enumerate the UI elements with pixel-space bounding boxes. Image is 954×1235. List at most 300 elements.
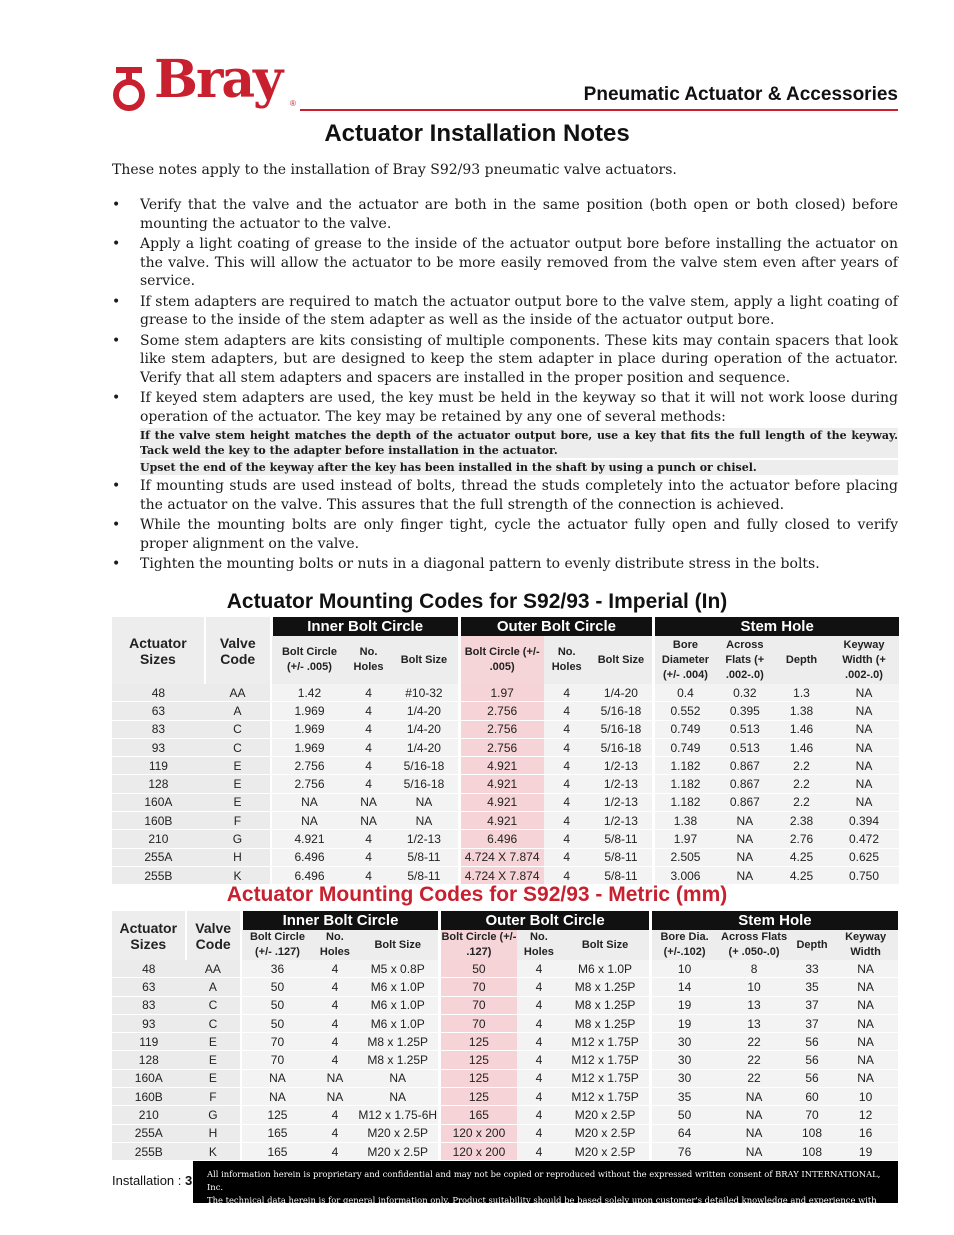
table-cell: 35 <box>650 1088 717 1106</box>
table-cell: 1.38 <box>774 702 829 720</box>
table-cell: H <box>186 1124 242 1142</box>
table-cell: 4 <box>517 1014 562 1032</box>
table-cell: 1.3 <box>774 684 829 702</box>
table-cell: 0.625 <box>829 848 899 866</box>
table-cell: 37 <box>791 996 833 1014</box>
table-cell: NA <box>716 866 774 884</box>
table-cell: 4 <box>544 702 590 720</box>
table-cell: NA <box>271 793 347 811</box>
table-cell: 5/8-11 <box>590 866 654 884</box>
table-cell: F <box>205 812 271 830</box>
table-cell: 4.724 X 7.874 <box>459 848 544 866</box>
table-cell: 0.4 <box>654 684 716 702</box>
table-cell: E <box>205 793 271 811</box>
table-cell: 1.42 <box>271 684 347 702</box>
footer-line-2: The technical data herein is for general information only. Product suitability should be based solely upon customer's detailed knowledge and experience with their application. <box>207 1195 877 1218</box>
table-cell: 4 <box>544 757 590 775</box>
table-cell: 4 <box>544 812 590 830</box>
table-row <box>112 720 899 738</box>
table-cell: 128 <box>112 1051 186 1069</box>
table-cell: 0.395 <box>716 702 774 720</box>
table-cell: 5/16-18 <box>590 720 654 738</box>
table-cell: 12 <box>833 1106 898 1124</box>
table-cell: NA <box>716 848 774 866</box>
group-header: Outer Bolt Circle <box>440 911 651 930</box>
table-cell: F <box>186 1088 242 1106</box>
table-row <box>112 830 899 848</box>
header-title: Pneumatic Actuator & Accessories <box>583 84 898 105</box>
table-cell: K <box>205 866 271 884</box>
table-cell: 0.750 <box>829 866 899 884</box>
group-header: Outer Bolt Circle <box>459 617 654 636</box>
bullet-icon: • <box>112 556 121 572</box>
table-cell: 50 <box>650 1106 717 1124</box>
sub-header: Depth <box>791 930 833 960</box>
table-cell: 4 <box>544 720 590 738</box>
table-cell: 1.182 <box>654 757 716 775</box>
group-header: Inner Bolt Circle <box>241 911 439 930</box>
table-cell: 255B <box>112 866 205 884</box>
bullet-icon: • <box>112 197 121 213</box>
table-cell: 0.867 <box>716 757 774 775</box>
table-cell: 1/2-13 <box>390 830 459 848</box>
table-cell: 165 <box>440 1106 517 1124</box>
table-cell: 6.496 <box>271 848 347 866</box>
table-cell: M12 x 1.75P <box>561 1069 650 1087</box>
table-cell: 125 <box>440 1088 517 1106</box>
table-cell: 1.46 <box>774 738 829 756</box>
note-subtext: Upset the end of the keyway after the key has been installed in the shaft by using a punch or chisel. <box>140 460 898 475</box>
table-cell: 70 <box>440 978 517 996</box>
note-item <box>112 389 898 475</box>
table-cell: 0.867 <box>716 793 774 811</box>
table-cell: AA <box>205 684 271 702</box>
table-cell: 4.921 <box>459 812 544 830</box>
table-row <box>112 738 899 756</box>
table-cell: 165 <box>241 1142 312 1160</box>
table-cell: 5/16-18 <box>590 738 654 756</box>
table-cell: NA <box>833 1014 898 1032</box>
table-cell: 210 <box>112 830 205 848</box>
table-cell: 255A <box>112 848 205 866</box>
table-cell: M6 x 1.0P <box>357 978 440 996</box>
table-cell: NA <box>357 1069 440 1087</box>
note-item <box>112 235 898 291</box>
table-cell: 0.749 <box>654 720 716 738</box>
table-cell: E <box>205 775 271 793</box>
table-cell: NA <box>829 720 899 738</box>
table-cell: 35 <box>791 978 833 996</box>
group-header: Stem Hole <box>654 617 899 636</box>
table-cell: 5/8-11 <box>590 830 654 848</box>
table-cell: 37 <box>791 1014 833 1032</box>
table-cell: 0.867 <box>716 775 774 793</box>
table-cell: 50 <box>241 978 312 996</box>
table-cell: 22 <box>717 1069 791 1087</box>
table-cell: 4 <box>517 978 562 996</box>
table-cell: NA <box>390 812 459 830</box>
table-cell: 4 <box>347 684 391 702</box>
table-cell: 4 <box>544 830 590 848</box>
sub-header: Keyway Width (+ .002-.0) <box>829 636 899 684</box>
sub-header: Bolt Size <box>561 930 650 960</box>
table-cell: E <box>186 1069 242 1087</box>
table-cell: 22 <box>717 1033 791 1051</box>
table-cell: 1.97 <box>459 684 544 702</box>
table-cell: M20 x 2.5P <box>357 1142 440 1160</box>
table-cell: 5/16-18 <box>590 702 654 720</box>
table-cell: 56 <box>791 1069 833 1087</box>
table-row <box>112 1033 898 1051</box>
table-cell: M20 x 2.5P <box>357 1124 440 1142</box>
table-cell: 255A <box>112 1124 186 1142</box>
table-cell: 4 <box>544 866 590 884</box>
table-cell: NA <box>717 1106 791 1124</box>
table-cell: 160A <box>112 793 205 811</box>
table-cell: 76 <box>650 1142 717 1160</box>
table-cell: 5/16-18 <box>390 775 459 793</box>
table-cell: 64 <box>650 1124 717 1142</box>
table-cell: 1.182 <box>654 793 716 811</box>
col-header-sizes: Actuator Sizes <box>112 617 205 684</box>
table-cell: NA <box>829 738 899 756</box>
table-cell: 4 <box>347 848 391 866</box>
table-cell: 4 <box>517 1142 562 1160</box>
table-cell: 4 <box>313 1106 358 1124</box>
table-cell: 6.496 <box>271 866 347 884</box>
table-cell: 125 <box>241 1106 312 1124</box>
table-cell: NA <box>833 1051 898 1069</box>
table-cell: 10 <box>650 960 717 978</box>
table-cell: NA <box>347 793 391 811</box>
table-row <box>112 1014 898 1032</box>
table-row <box>112 775 899 793</box>
table-cell: C <box>186 1014 242 1032</box>
table-row <box>112 960 898 978</box>
table-row <box>112 1106 898 1124</box>
table-cell: M8 x 1.25P <box>561 978 650 996</box>
table-cell: 4.921 <box>271 830 347 848</box>
table-cell: C <box>205 738 271 756</box>
note-item <box>112 555 898 574</box>
table-cell: E <box>205 757 271 775</box>
table-cell: 4 <box>347 830 391 848</box>
table-cell: 1/4-20 <box>390 738 459 756</box>
page-label: Installation : <box>112 1173 185 1188</box>
sub-header: Across Flats (+ .002-.0) <box>716 636 774 684</box>
table-cell: 1/4-20 <box>390 702 459 720</box>
table-cell: 1/2-13 <box>590 775 654 793</box>
table-cell: 14 <box>650 978 717 996</box>
table-cell: NA <box>313 1069 358 1087</box>
table-cell: 5/8-11 <box>390 848 459 866</box>
sub-header: Keyway Width <box>833 930 898 960</box>
table-cell: 1.969 <box>271 720 347 738</box>
table-cell: NA <box>716 812 774 830</box>
sub-header: Bolt Circle (+/- .005) <box>271 636 347 684</box>
table-row <box>112 978 898 996</box>
table-cell: 5/16-18 <box>390 757 459 775</box>
table-cell: 2.756 <box>459 702 544 720</box>
table-cell: M6 x 1.0P <box>561 960 650 978</box>
table-cell: NA <box>829 684 899 702</box>
table-row <box>112 996 898 1014</box>
table-cell: NA <box>271 812 347 830</box>
table-cell: 0.394 <box>829 812 899 830</box>
table-row <box>112 848 899 866</box>
table-cell: 0.513 <box>716 738 774 756</box>
header-rule <box>300 109 898 111</box>
table-cell: 10 <box>717 978 791 996</box>
table-cell: 19 <box>650 996 717 1014</box>
table-row <box>112 793 899 811</box>
sub-header: Across Flats (+ .050-.0) <box>717 930 791 960</box>
table-cell: E <box>186 1033 242 1051</box>
table-cell: 4 <box>544 684 590 702</box>
table-cell: 4 <box>313 1124 358 1142</box>
footer-line-1: All information herein is proprietary and confidential and may not be copied or reproduced without the expressed written consent of BRAY INTERNATIONAL, Inc. <box>207 1169 881 1192</box>
table-row <box>112 702 899 720</box>
table-cell: 160B <box>112 812 205 830</box>
imperial-table-title: Actuator Mounting Codes for S92/93 - Imperial (In) <box>226 590 728 613</box>
table-cell: 4 <box>313 960 358 978</box>
table-cell: 13 <box>717 1014 791 1032</box>
bullet-icon: • <box>112 517 121 533</box>
bullet-icon: • <box>112 478 121 494</box>
table-cell: 2.2 <box>774 775 829 793</box>
table-cell: 19 <box>833 1142 898 1160</box>
table-cell: A <box>205 702 271 720</box>
table-cell: 0.513 <box>716 720 774 738</box>
table-cell: 160B <box>112 1088 186 1106</box>
table-cell: 1.38 <box>654 812 716 830</box>
table-cell: 70 <box>440 1014 517 1032</box>
page-title: Actuator Installation Notes <box>324 120 630 147</box>
table-cell: 4.921 <box>459 757 544 775</box>
table-row <box>112 1124 898 1142</box>
table-cell: 4 <box>347 720 391 738</box>
table-row <box>112 757 899 775</box>
group-header-row <box>112 617 899 636</box>
table-cell: 4 <box>313 1014 358 1032</box>
table-cell: 1.182 <box>654 775 716 793</box>
table-cell: 4.724 X 7.874 <box>459 866 544 884</box>
metric-mounting-codes-table <box>112 911 898 1161</box>
note-item <box>112 196 898 233</box>
table-cell: M6 x 1.0P <box>357 1014 440 1032</box>
bullet-icon: • <box>112 293 121 310</box>
table-cell: NA <box>717 1142 791 1160</box>
table-cell: 125 <box>440 1051 517 1069</box>
table-cell: 108 <box>791 1142 833 1160</box>
table-cell: 2.2 <box>774 757 829 775</box>
table-row <box>112 1142 898 1160</box>
table-cell: 255B <box>112 1142 186 1160</box>
table-cell: 4 <box>313 996 358 1014</box>
table-cell: 4.921 <box>459 793 544 811</box>
table-cell: 48 <box>112 960 186 978</box>
table-cell: 6.496 <box>459 830 544 848</box>
table-cell: 2.756 <box>459 720 544 738</box>
table-cell: M8 x 1.25P <box>561 1014 650 1032</box>
note-item <box>112 293 898 330</box>
table-cell: M20 x 2.5P <box>561 1142 650 1160</box>
table-cell: 3.006 <box>654 866 716 884</box>
table-cell: 1.969 <box>271 702 347 720</box>
page-number: 3 <box>185 1173 193 1188</box>
table-cell: 4.25 <box>774 866 829 884</box>
sub-header: Bolt Size <box>390 636 459 684</box>
table-cell: 2.505 <box>654 848 716 866</box>
table-cell: 210 <box>112 1106 186 1124</box>
table-cell: 4 <box>347 738 391 756</box>
table-cell: 56 <box>791 1051 833 1069</box>
table-cell: M20 x 2.5P <box>561 1106 650 1124</box>
table-cell: NA <box>716 830 774 848</box>
table-cell: 160A <box>112 1069 186 1087</box>
sub-header: No. Holes <box>544 636 590 684</box>
table-cell: 4.25 <box>774 848 829 866</box>
table-cell: NA <box>717 1088 791 1106</box>
bray-valve-icon <box>112 65 146 111</box>
table-cell: M8 x 1.25P <box>561 996 650 1014</box>
table-cell: 60 <box>791 1088 833 1106</box>
table-cell: NA <box>357 1088 440 1106</box>
table-cell: 1.97 <box>654 830 716 848</box>
table-cell: H <box>205 848 271 866</box>
note-subtext: If the valve stem height matches the depth of the actuator output bore, use a key that fits the full length of the keyway. Tack weld the key to the adapter before installation in the actuator. <box>140 429 898 457</box>
table-cell: 10 <box>833 1088 898 1106</box>
table-row <box>112 1051 898 1069</box>
table-cell: 4 <box>347 757 391 775</box>
registered-mark: ® <box>290 99 296 108</box>
table-cell: M8 x 1.25P <box>357 1051 440 1069</box>
legal-footer <box>193 1161 898 1218</box>
table-cell: 8 <box>717 960 791 978</box>
table-cell: AA <box>186 960 242 978</box>
table-cell: NA <box>833 960 898 978</box>
brand-name: Bray <box>154 49 282 110</box>
table-cell: 93 <box>112 738 205 756</box>
imperial-mounting-codes-table <box>112 617 899 885</box>
table-cell: G <box>205 830 271 848</box>
table-cell: 2.756 <box>271 757 347 775</box>
table-cell: 70 <box>440 996 517 1014</box>
table-cell: C <box>205 720 271 738</box>
sub-header: Bolt Circle (+/- .127) <box>241 930 312 960</box>
group-header: Inner Bolt Circle <box>271 617 459 636</box>
sub-header: Depth <box>774 636 829 684</box>
table-cell: 16 <box>833 1124 898 1142</box>
table-cell: 83 <box>112 720 205 738</box>
table-cell: NA <box>241 1069 312 1087</box>
table-cell: 63 <box>112 978 186 996</box>
table-cell: M8 x 1.25P <box>357 1033 440 1051</box>
table-cell: NA <box>390 793 459 811</box>
sub-header: Bore Diameter (+/- .004) <box>654 636 716 684</box>
table-cell: 36 <box>241 960 312 978</box>
note-text: If keyed stem adapters are used, the key must be held in the keyway so that it will not work loose during operation of the actuator. The key may be retained by any one of several methods: <box>140 390 898 425</box>
note-text: Some stem adapters are kits consisting of multiple components. These kits may contain spacers that look like stem adapters, but are designed to keep the stem adapter in place during operation of the actuator. Verify that all stem adapters and spacers are installed in the proper position and sequence. <box>140 332 898 386</box>
table-cell: NA <box>829 793 899 811</box>
table-cell: 4 <box>544 775 590 793</box>
table-cell: 50 <box>241 1014 312 1032</box>
note-text: Verify that the valve and the actuator are both in the same position (both open or both closed) before mounting the actuator to the valve. <box>140 197 898 232</box>
table-cell: 5/8-11 <box>590 848 654 866</box>
sub-header: Bolt Circle (+/- .005) <box>459 636 544 684</box>
bullet-icon: • <box>112 332 121 349</box>
table-cell: 4 <box>347 702 391 720</box>
table-cell: 33 <box>791 960 833 978</box>
table-cell: 1/4-20 <box>390 720 459 738</box>
table-cell: 4 <box>517 1033 562 1051</box>
table-cell: M12 x 1.75P <box>561 1051 650 1069</box>
table-cell: 4 <box>347 866 391 884</box>
table-row <box>112 1069 898 1087</box>
table-cell: 22 <box>717 1051 791 1069</box>
table-cell: 70 <box>241 1051 312 1069</box>
table-cell: 119 <box>112 757 205 775</box>
table-cell: 108 <box>791 1124 833 1142</box>
table-cell: 30 <box>650 1051 717 1069</box>
table-cell: 0.32 <box>716 684 774 702</box>
table-cell: 4 <box>544 793 590 811</box>
metric-table-title: Actuator Mounting Codes for S92/93 - Metric (mm) <box>226 883 728 906</box>
sub-header: Bore Dia. (+/-.102) <box>650 930 717 960</box>
table-row <box>112 812 899 830</box>
table-cell: 2.38 <box>774 812 829 830</box>
bray-logo <box>112 49 302 117</box>
table-cell: 5/8-11 <box>390 866 459 884</box>
table-cell: 4 <box>517 1051 562 1069</box>
sub-header: No. Holes <box>313 930 358 960</box>
table-cell: 0.552 <box>654 702 716 720</box>
table-cell: NA <box>717 1124 791 1142</box>
table-cell: 93 <box>112 1014 186 1032</box>
sub-header: No. Holes <box>347 636 391 684</box>
table-cell: NA <box>829 757 899 775</box>
col-header-valve-code: Valve Code <box>186 911 242 960</box>
table-cell: 1/2-13 <box>590 793 654 811</box>
table-cell: 2.756 <box>271 775 347 793</box>
table-cell: 119 <box>112 1033 186 1051</box>
table-cell: NA <box>347 812 391 830</box>
table-cell: 56 <box>791 1033 833 1051</box>
table-cell: 13 <box>717 996 791 1014</box>
table-row <box>112 1088 898 1106</box>
note-text: If stem adapters are required to match the actuator output bore to the valve stem, apply a light coating of grease to the inside of the stem adapter as well as the inside of the actuator output bore. <box>140 293 898 328</box>
table-cell: M12 x 1.75-6H <box>357 1106 440 1124</box>
table-cell: 4 <box>313 978 358 996</box>
table-cell: 4 <box>313 1051 358 1069</box>
table-cell: 4 <box>517 996 562 1014</box>
table-cell: 4 <box>517 1106 562 1124</box>
table-cell: M20 x 2.5P <box>561 1124 650 1142</box>
table-cell: 0.472 <box>829 830 899 848</box>
table-cell: 4 <box>347 775 391 793</box>
table-cell: M12 x 1.75P <box>561 1033 650 1051</box>
table-cell: G <box>186 1106 242 1124</box>
sub-header: No. Holes <box>517 930 562 960</box>
table-cell: NA <box>829 702 899 720</box>
table-cell: NA <box>829 775 899 793</box>
table-cell: 120 x 200 <box>440 1124 517 1142</box>
table-cell: NA <box>833 978 898 996</box>
table-cell: C <box>186 996 242 1014</box>
intro-text: These notes apply to the installation of Bray S92/93 pneumatic valve actuators. <box>112 162 677 178</box>
note-item <box>112 516 898 553</box>
table-cell: 70 <box>241 1033 312 1051</box>
